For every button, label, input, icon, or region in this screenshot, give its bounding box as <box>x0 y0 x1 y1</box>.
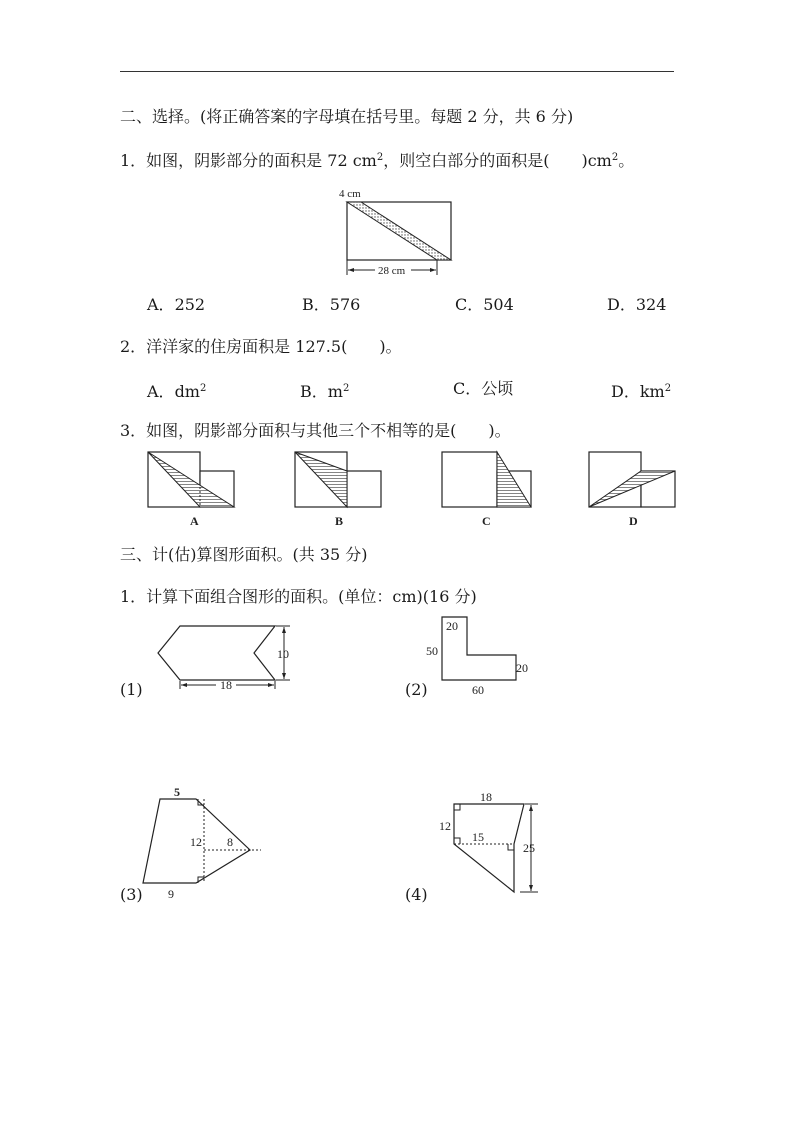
q3-figure-c[interactable] <box>442 452 531 528</box>
option-sup: 2 <box>342 383 350 394</box>
q3-figure-a[interactable] <box>148 452 234 528</box>
figure-2-l-shape <box>420 612 540 697</box>
q3-label-d: D <box>629 514 638 528</box>
q2-text: 2．洋洋家的住房面积是 127.5( )。 <box>120 337 402 356</box>
figure-4-mid-label: 15 <box>472 830 484 844</box>
figure-1-width-label: 18 <box>220 678 232 692</box>
q1-sup-1: 2 <box>376 152 384 163</box>
header-rule <box>120 71 674 72</box>
q1-bottom-label: 28 cm <box>378 265 406 277</box>
option-letter: B． <box>302 295 330 314</box>
option-value: dm <box>174 382 200 401</box>
figure-3-label: (3) <box>120 885 143 904</box>
q1-sup-2: 2 <box>611 152 619 163</box>
option-letter: A． <box>147 382 175 401</box>
figure-4-shape <box>430 788 550 903</box>
q2-option-b[interactable] <box>300 379 349 402</box>
option-letter: D． <box>607 295 636 314</box>
option-letter: C． <box>455 295 484 314</box>
option-value: 576 <box>329 295 361 314</box>
q1-arrow-right-icon <box>430 268 436 272</box>
q1-text-mid: ，则空白部分的面积是( )cm <box>383 151 612 170</box>
figure-4-left-label: 12 <box>439 819 451 833</box>
figure-4-height-label: 25 <box>523 841 535 855</box>
q1-text <box>120 148 634 171</box>
figure-3-shape <box>138 784 273 904</box>
q2-option-c[interactable] <box>453 379 513 399</box>
option-value: 324 <box>635 295 667 314</box>
q1-text-before: 1．如图，阴影部分的面积是 72 cm <box>120 151 377 170</box>
q3-figures <box>146 450 686 535</box>
figure-3-height-label: 12 <box>190 835 202 849</box>
option-value: km <box>639 382 665 401</box>
q2-option-d[interactable] <box>611 379 671 402</box>
q1-option-c[interactable] <box>455 295 514 315</box>
option-sup: 2 <box>199 383 207 394</box>
figure-4-top-label: 18 <box>480 790 492 804</box>
figure-1-label: (1) <box>120 680 143 699</box>
option-letter: B． <box>300 382 328 401</box>
section2-title: 二、选择。(将正确答案的字母填在括号里。每题 2 分，共 6 分) <box>120 107 574 126</box>
q1-option-b[interactable] <box>302 295 360 315</box>
figure-2-right-height: 20 <box>516 661 528 675</box>
option-value: 504 <box>483 295 514 314</box>
figure-2-height: 50 <box>426 644 438 658</box>
figure-2-top-width: 20 <box>446 619 458 633</box>
q3-figure-b[interactable] <box>295 452 381 528</box>
q1-top-label: 4 cm <box>339 188 361 200</box>
figure-3-top-label: 5 <box>174 785 180 799</box>
q1-figure <box>335 183 465 278</box>
q3-text: 3．如图，阴影部分面积与其他三个不相等的是( )。 <box>120 421 511 440</box>
q3-label-b: B <box>335 514 344 528</box>
q3-label-c: C <box>482 514 491 528</box>
option-letter: C． <box>453 379 482 398</box>
option-value: 公顷 <box>481 379 514 398</box>
q1-option-d[interactable] <box>607 295 666 315</box>
section3-title: 三、计(估)算图形面积。(共 35 分) <box>120 545 368 564</box>
q1-arrow-left-icon <box>348 268 354 272</box>
option-value: m <box>327 382 343 401</box>
figure-1-height-label: 10 <box>277 647 289 661</box>
q1-option-a[interactable] <box>147 295 205 315</box>
figure-4-label: (4) <box>405 885 428 904</box>
q1-text-end: 。 <box>618 151 635 170</box>
figure-1-arrow-shape <box>150 620 300 695</box>
option-letter: A． <box>147 295 175 314</box>
option-sup: 2 <box>664 383 672 394</box>
q3-figure-d[interactable] <box>589 452 675 528</box>
s3-q1-text: 1．计算下面组合图形的面积。(单位：cm)(16 分) <box>120 587 477 606</box>
figure-3-triangle-height-label: 8 <box>227 835 233 849</box>
q3-label-a: A <box>190 514 199 528</box>
q2-option-a[interactable] <box>147 379 206 402</box>
figure-2-bottom-width: 60 <box>472 683 484 697</box>
figure-2-label: (2) <box>405 680 428 699</box>
figure-3-bottom-label: 9 <box>168 887 174 901</box>
option-letter: D． <box>611 382 640 401</box>
option-value: 252 <box>174 295 206 314</box>
